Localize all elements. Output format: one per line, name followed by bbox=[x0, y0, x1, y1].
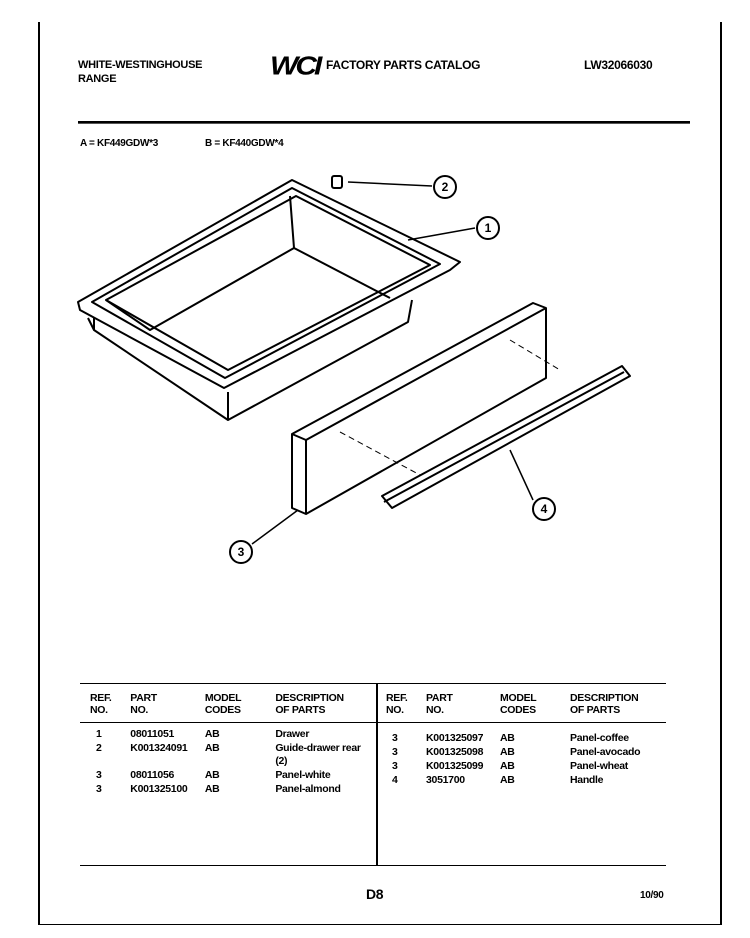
catalog-title: FACTORY PARTS CATALOG bbox=[326, 58, 481, 72]
revision-date: 10/90 bbox=[640, 890, 664, 901]
guide-drawer-rear bbox=[332, 176, 432, 188]
callout-3 bbox=[230, 541, 252, 563]
table-top-rule bbox=[80, 683, 666, 684]
table-row: 3 K001325097 AB Panel-coffee bbox=[392, 732, 629, 744]
parts-table-left bbox=[90, 692, 370, 797]
table-row: 1 08011051 AB Drawer bbox=[96, 728, 310, 740]
table-row: 3 K001325099 AB Panel-wheat bbox=[392, 760, 628, 772]
svg-text:2: 2 bbox=[441, 180, 449, 194]
table-header: REF. NO. PART NO. MODEL CODES DESCRIPTION OF PARTS bbox=[90, 692, 344, 716]
model-b: B = KF440GDW*4 bbox=[205, 138, 284, 149]
svg-text:3: 3 bbox=[237, 545, 245, 559]
page-number: D8 bbox=[366, 886, 384, 902]
parts-table-right bbox=[386, 692, 666, 788]
callout-1 bbox=[477, 217, 499, 239]
table-bottom-rule bbox=[80, 865, 666, 866]
table-header: REF. NO. PART NO. MODEL CODES DESCRIPTION OF PARTS bbox=[386, 692, 639, 716]
table-row: 3 K001325100 AB Panel-almond bbox=[96, 783, 341, 795]
callout-4 bbox=[533, 498, 555, 520]
product: RANGE bbox=[78, 73, 117, 85]
callout-2 bbox=[434, 176, 456, 198]
wci-logo: WCI bbox=[270, 52, 320, 81]
table-row: 3 K001325098 AB Panel-avocado bbox=[392, 746, 641, 758]
table-row: 3 08011056 AB Panel-white bbox=[96, 769, 331, 781]
model-a: A = KF449GDW*3 bbox=[80, 138, 158, 149]
brand: WHITE-WESTINGHOUSE bbox=[78, 59, 203, 71]
table-row: 4 3051700 AB Handle bbox=[392, 774, 604, 786]
table-divider bbox=[376, 683, 378, 865]
svg-text:4: 4 bbox=[540, 502, 548, 516]
table-row: 2 K001324091 AB Guide-drawer rear (2) bbox=[96, 742, 361, 767]
svg-text:1: 1 bbox=[484, 221, 492, 235]
catalog-number: LW32066030 bbox=[584, 58, 653, 72]
